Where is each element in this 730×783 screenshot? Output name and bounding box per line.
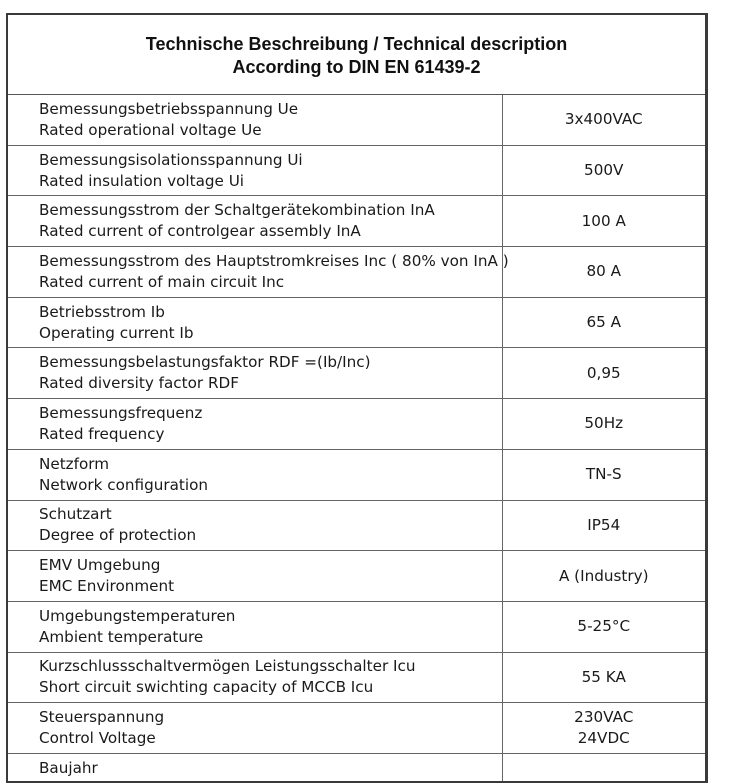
parameter-value-secondary: 24VDC: [577, 729, 630, 748]
parameter-label-german: Netzform: [39, 454, 110, 473]
parameter-label-german: EMV Umgebung: [39, 556, 161, 575]
parameter-label-english: Short circuit swichting capacity of MCCB Icu: [39, 678, 374, 697]
parameter-label-english: Rated frequency: [39, 424, 165, 443]
spec-table: [8, 95, 705, 783]
value-cell: [502, 652, 705, 703]
parameter-cell: [8, 703, 502, 754]
table-row: [8, 449, 705, 500]
parameter-label-german: Bemessungsbelastungsfaktor RDF =(Ib/Inc): [39, 353, 371, 372]
table-row: [8, 500, 705, 551]
table-row: [8, 196, 705, 247]
parameter-value: 500V: [584, 161, 624, 180]
parameter-label-german: Schutzart: [39, 505, 112, 524]
parameter-cell: [8, 551, 502, 602]
parameter-value: 100 A: [581, 211, 626, 230]
parameter-cell: [8, 753, 502, 783]
parameter-value: 55 KA: [581, 667, 626, 686]
parameter-value: 50Hz: [584, 414, 624, 433]
table-row: [8, 247, 705, 298]
table-row: [8, 348, 705, 399]
parameter-cell: [8, 297, 502, 348]
value-cell: [502, 196, 705, 247]
value-cell: [502, 753, 705, 783]
parameter-label-english: Rated operational voltage Ue: [39, 120, 262, 139]
value-cell: [502, 297, 705, 348]
parameter-label-english: Rated diversity factor RDF: [39, 374, 239, 393]
value-cell: [502, 449, 705, 500]
parameter-label-german: Bemessungsstrom des Hauptstromkreises Inc ( 80% von InA ): [39, 251, 509, 270]
parameter-cell: [8, 196, 502, 247]
parameter-cell: [8, 145, 502, 196]
parameter-label-german: Baujahr: [39, 758, 98, 777]
table-row: [8, 399, 705, 450]
table-row: [8, 753, 705, 783]
table-row: [8, 145, 705, 196]
parameter-value: 65 A: [586, 313, 622, 332]
value-cell: [502, 601, 705, 652]
parameter-label-english: EMC Environment: [39, 577, 175, 596]
table-row: [8, 95, 705, 145]
parameter-cell: [8, 449, 502, 500]
parameter-cell: [8, 247, 509, 298]
parameter-value: A (Industry): [558, 566, 649, 585]
parameter-label-english: Control Voltage: [39, 729, 156, 748]
table-title: [8, 15, 705, 95]
parameter-label-english: Ambient temperature: [39, 627, 204, 646]
value-cell: [502, 95, 705, 145]
parameter-label-english: Rated current of controlgear assembly InA: [39, 222, 361, 241]
parameter-value: 230VAC: [574, 708, 634, 727]
table-row: [8, 601, 705, 652]
parameter-label-german: Bemessungsbetriebsspannung Ue: [39, 99, 299, 118]
parameter-cell: [8, 601, 502, 652]
value-cell: [502, 399, 705, 450]
parameter-label-english: Operating current Ib: [39, 323, 194, 342]
value-cell: [502, 145, 705, 196]
parameter-cell: [8, 399, 502, 450]
value-cell: [502, 348, 705, 399]
value-cell: [502, 500, 705, 551]
parameter-cell: [8, 348, 502, 399]
parameter-value: 0,95: [586, 363, 621, 382]
parameter-label-german: Bemessungsisolationsspannung Ui: [39, 150, 303, 169]
parameter-label-german: Bemessungsstrom der Schaltgerätekombination InA: [39, 201, 435, 220]
parameter-value: 80 A: [586, 262, 622, 281]
parameter-value: 5-25°C: [577, 617, 631, 636]
table-row: [8, 703, 705, 754]
parameter-value: IP54: [587, 515, 621, 534]
parameter-label-english: Degree of protection: [39, 526, 197, 545]
title-line-standard: According to DIN EN 61439-2: [232, 56, 481, 77]
value-cell: [502, 551, 705, 602]
table-row: [8, 652, 705, 703]
technical-description-sheet: [6, 13, 708, 783]
parameter-label-german: Betriebsstrom Ib: [39, 302, 165, 321]
parameter-label-german: Bemessungsfrequenz: [39, 403, 203, 422]
parameter-cell: [8, 652, 502, 703]
parameter-label-german: Steuerspannung: [39, 708, 165, 727]
table-row: [8, 551, 705, 602]
parameter-cell: [8, 95, 502, 145]
parameter-label-german: Kurzschlussschaltvermögen Leistungsschalter Icu: [39, 657, 416, 676]
value-cell: [502, 703, 705, 754]
parameter-label-german: Umgebungstemperaturen: [39, 606, 236, 625]
table-row: [8, 297, 705, 348]
value-cell: [502, 247, 705, 298]
parameter-cell: [8, 500, 502, 551]
parameter-value: TN-S: [585, 465, 622, 484]
parameter-label-english: Rated current of main circuit Inc: [39, 272, 285, 291]
parameter-value: 3x400VAC: [564, 110, 643, 129]
parameter-label-english: Rated insulation voltage Ui: [39, 171, 245, 190]
title-line-german-english: Technische Beschreibung / Technical description: [145, 33, 568, 54]
parameter-label-english: Network configuration: [39, 475, 208, 494]
